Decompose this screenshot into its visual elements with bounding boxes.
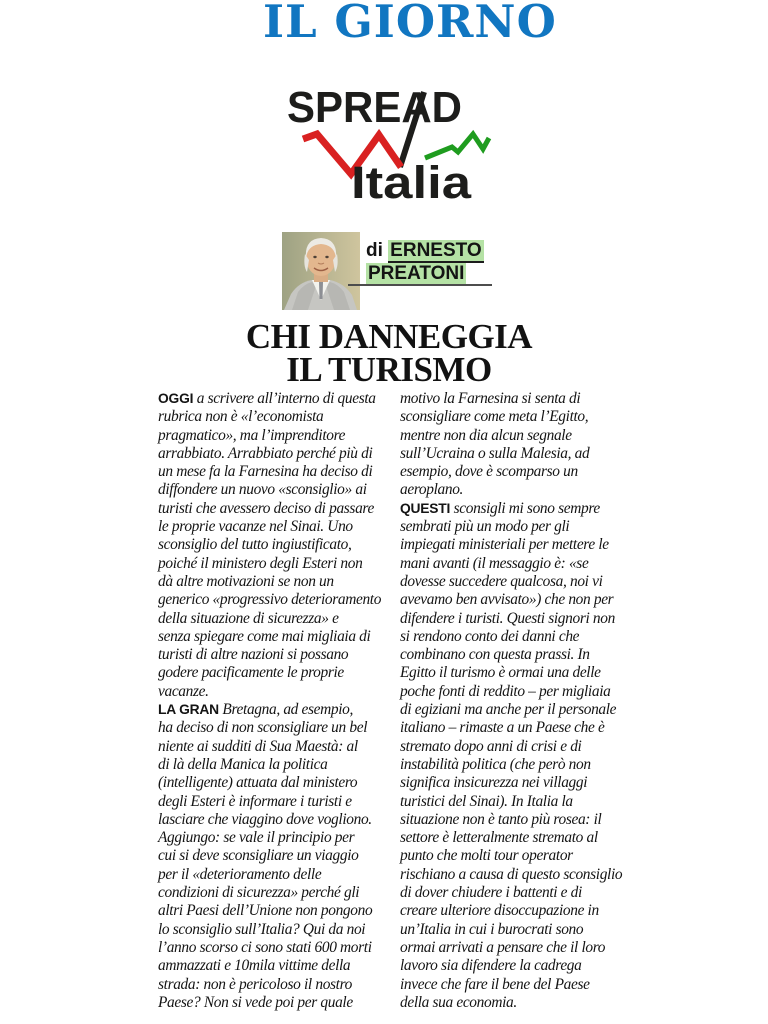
article-text-line: di egiziani ma anche per il personale <box>400 701 617 719</box>
article-text-line: Egitto il turismo è ormai una delle <box>400 664 601 682</box>
article-text-line: significa insicurezza nei villaggi <box>400 774 588 792</box>
article-text-line: settore è letteralmente stremato al <box>400 829 598 847</box>
article-text-line: difendere i turisti. Questi signori non <box>400 609 615 627</box>
article-text-line: (intelligente) attuata dal ministero <box>158 774 358 792</box>
article-text-line: un mese fa la Farnesina ha deciso di <box>158 463 373 481</box>
article-text-line: turisti di altre nazioni si possano <box>158 646 349 664</box>
author-name-first: ERNESTO <box>390 240 482 261</box>
article-text-line: QUESTI sconsigli mi sono sempre <box>400 499 600 517</box>
article-text-line: sconsigliare come meta l’Egitto, <box>400 408 589 426</box>
article-text-line: mentre non dia alcun segnale <box>400 426 572 444</box>
article-text-line: lo sconsiglio sull’Italia? Qui da noi <box>158 920 366 938</box>
article-text-line: altri Paesi dell’Unione non pongono <box>158 902 373 920</box>
article-text-line: della situazione di sicurezza» e <box>158 609 339 627</box>
article-text-line: aeroplano. <box>400 481 464 499</box>
article-text-line: ha deciso di non sconsigliare un bel <box>158 719 368 737</box>
article-text-line: degli Esteri è informare i turisti e <box>158 792 352 810</box>
article-text-line: avevamo ben avvisato») che non per <box>400 591 614 609</box>
article-text-line: strada: non è pericoloso il nostro <box>158 975 353 993</box>
article-text-line: ammazzati e 10mila vittime della <box>158 957 351 975</box>
article-text-line: Paese? Non si vede poi per quale <box>158 993 353 1011</box>
headline-line-2: IL TURISMO <box>286 350 492 389</box>
article-text-line: poche fonti di reddito – per migliaia <box>400 682 611 700</box>
article-text-line: poiché il ministero degli Esteri non <box>158 554 363 572</box>
article-text-line: Aggiungo: se vale il principio per <box>158 829 355 847</box>
article-text-line: per il «deterioramento delle <box>158 865 322 883</box>
logo-word-italia: Italia <box>351 157 473 204</box>
article-text-line: cui si deve sconsigliare un viaggio <box>158 847 359 865</box>
article-text-line: LA GRAN Bretagna, ad esempio, <box>158 701 354 719</box>
article-headline <box>158 317 620 389</box>
article-text-line: senza spiegare come mai migliaia di <box>158 627 371 645</box>
article-text-line: impiegati ministeriali per mettere le <box>400 536 609 554</box>
article-text-line: OGGI a scrivere all’interno di questa <box>158 390 376 407</box>
article-text-line: sembrati più un modo per gli <box>400 518 570 536</box>
article-text-line: generico «progressivo deterioramento <box>158 591 382 609</box>
green-zigzag-chart-line-icon <box>425 134 489 158</box>
spread-italia-logo <box>278 84 498 204</box>
article-text-line: si rendono conto dei danni che <box>400 627 580 645</box>
newspaper-masthead: IL GIORNO <box>263 0 557 48</box>
article-column-left <box>158 390 396 1012</box>
logo-word-spread: SPREAD <box>287 84 462 132</box>
article-text-line: le proprie vacanze nel Sinai. Uno <box>158 518 353 536</box>
article-text-line: dovesse succedere qualcosa, noi vi <box>400 572 603 590</box>
article-text-line: rischiano a causa di questo sconsiglio <box>400 865 623 883</box>
article-text-line: lavoro sia difendere la cadrega <box>400 957 582 975</box>
article-text-line: instabilità politica (che però non <box>400 755 591 773</box>
article-text-line: motivo la Farnesina si senta di <box>400 390 581 407</box>
article-text-line: mani avanti (il messaggio è: «se <box>400 554 589 572</box>
article-text-line: italiano – rimaste a un Paese che è <box>400 719 605 737</box>
article-text-line: invece che fare il bene del Paese <box>400 975 590 993</box>
article-text-line: diffondere un nuovo «sconsiglio» ai <box>158 481 367 499</box>
article-text-line: niente ai sudditi di Sua Maestà: al <box>158 737 358 755</box>
article-text-line: punto che molti tour operator <box>400 847 573 865</box>
author-portrait-photo <box>282 232 360 310</box>
article-text-line: sull’Ucraina o sulla Malesia, ad <box>400 444 590 462</box>
article-text-line: vacanze. <box>158 682 209 700</box>
article-text-line: l’anno scorso ci sono stati 600 morti <box>158 938 372 956</box>
byline <box>366 240 484 286</box>
article-text-line: combinano con questa prassi. In <box>400 646 590 664</box>
article-text-line: di dover chiudere i battenti e di <box>400 884 582 902</box>
byline-prefix: di <box>366 240 383 261</box>
article-text-line: godere pacificamente le proprie <box>158 664 344 682</box>
byline-divider-rule <box>348 284 492 286</box>
article-text-line: turisti che avessero deciso di passare <box>158 499 374 517</box>
article-text-line: esempio, dove è scomparso un <box>400 463 578 481</box>
article-text-line: situazione non è tanto più rosea: il <box>400 810 602 828</box>
headline-line-1: CHI DANNEGGIA <box>245 317 533 356</box>
article-text-line: pragmatico», ma l’imprenditore <box>158 426 346 444</box>
article-text-line: lasciare che viaggino dove vogliono. <box>158 810 372 828</box>
article-text-line: di là della Manica la politica <box>158 755 328 773</box>
article-text-line: sconsiglio del tutto ingiustificato, <box>158 536 352 554</box>
article-text-line: turistici del Sinai). In Italia la <box>400 792 573 810</box>
article-text-line: arrabbiato. Arrabbiato perché più di <box>158 444 373 462</box>
article-text-line: rubrica non è «l’economista <box>158 408 324 426</box>
article-text-line: ormai arrivati a pensare che il loro <box>400 938 606 956</box>
article-column-right <box>400 390 640 1012</box>
article-text-line: della sua economia. <box>400 993 517 1011</box>
article-text-line: stremato dopo anni di crisi e di <box>400 737 582 755</box>
author-name-last: PREATONI <box>368 263 465 284</box>
article-text-line: un’Italia in cui i burocrati sono <box>400 920 584 938</box>
article-text-line: creare ulteriore disoccupazione in <box>400 902 599 920</box>
article-text-line: condizioni di sicurezza» perché gli <box>158 884 360 902</box>
article-text-line: dà altre motivazioni se non un <box>158 572 334 590</box>
